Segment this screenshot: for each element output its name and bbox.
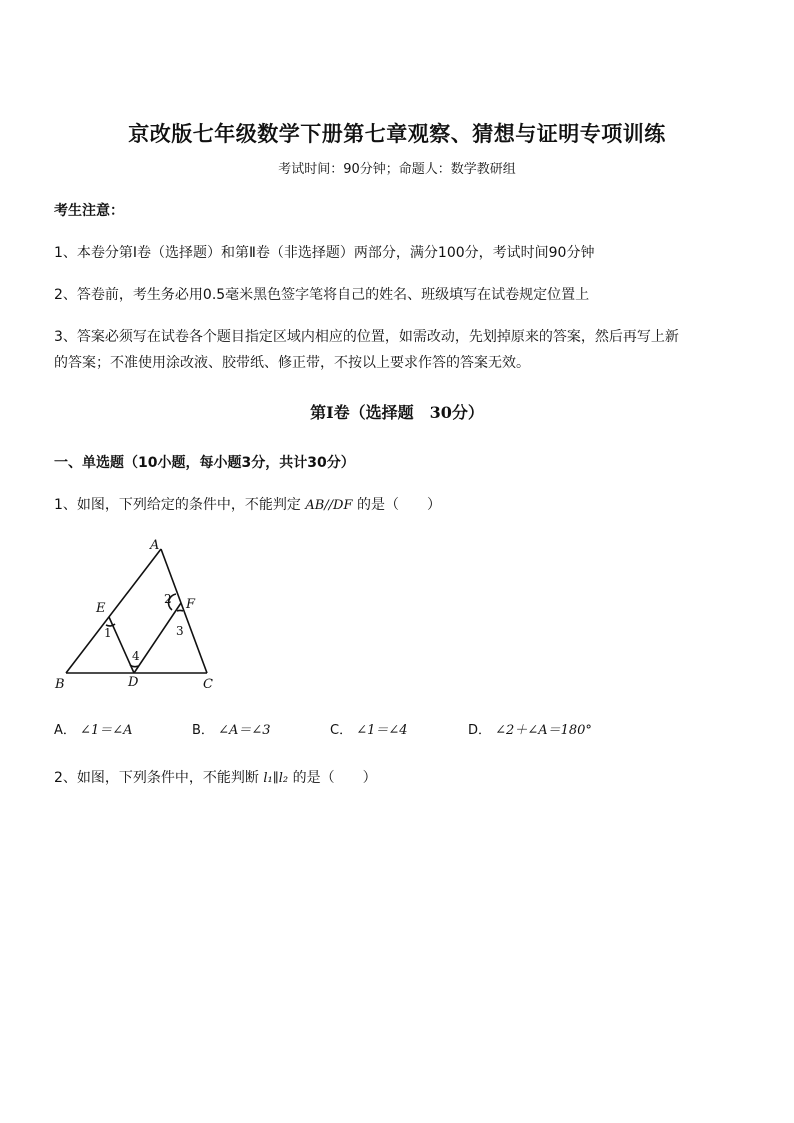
- exam-info: 考试时间：90分钟；命题人：数学教研组: [278, 162, 516, 177]
- notice-item-3-continued: 的答案；不准使用涂改液、胶带纸、修正带，不按以上要求作答的答案无效。: [54, 355, 530, 371]
- question-2: [54, 767, 377, 787]
- option-c-letter: C．: [330, 723, 353, 738]
- label-f: F: [186, 597, 196, 612]
- question-1-prefix: 1、如图，下列给定的条件中，不能判定: [54, 497, 301, 513]
- question-2-prefix: 2、如图，下列条件中，不能判断: [54, 770, 259, 786]
- segment-ac: [161, 549, 207, 673]
- option-d-text: ∠2＋∠A＝180°: [495, 723, 592, 738]
- notice-item-2: 2、答卷前，考生务必用0.5毫米黑色签字笔将自己的姓名、班级填写在试卷规定位置上: [54, 287, 590, 303]
- label-e: E: [96, 601, 106, 616]
- notice-item-3: 3、答案必须写在试卷各个题目指定区域内相应的位置，如需改动，先划掉原来的答案，然后再写上新: [54, 329, 679, 345]
- label-b: B: [55, 677, 65, 692]
- label-angle-2: 2: [164, 592, 172, 606]
- option-a-letter: A．: [54, 723, 76, 738]
- angle-4-arc: [130, 665, 138, 667]
- question-2-suffix: 的是（ ）: [292, 770, 377, 786]
- option-a[interactable]: [54, 719, 133, 738]
- option-b-letter: B．: [192, 723, 214, 738]
- section-title: 第Ⅰ卷（选择题 30分）: [310, 403, 484, 422]
- document-title: 京改版七年级数学下册第七章观察、猜想与证明专项训练: [128, 121, 666, 146]
- question-1: [54, 494, 441, 514]
- angle-3-arc: [177, 610, 183, 611]
- option-d-letter: D．: [468, 723, 492, 738]
- option-c[interactable]: [330, 719, 408, 738]
- triangle-figure: [54, 532, 224, 692]
- option-b-text: ∠A＝∠3: [218, 723, 271, 738]
- label-angle-4: 4: [132, 649, 140, 663]
- option-c-text: ∠1＝∠4: [356, 723, 408, 738]
- part-heading: 一、单选题（10小题，每小题3分，共计30分）: [54, 455, 355, 471]
- label-c: C: [203, 677, 213, 692]
- label-a: A: [150, 538, 160, 553]
- question-2-expression: l₁∥l₂: [263, 771, 289, 786]
- label-angle-3: 3: [176, 624, 184, 638]
- label-angle-1: 1: [104, 626, 112, 640]
- question-1-suffix: 的是（ ）: [356, 497, 441, 513]
- option-b[interactable]: [192, 719, 271, 738]
- notice-item-1: 1、本卷分第Ⅰ卷（选择题）和第Ⅱ卷（非选择题）两部分，满分100分，考试时间90分钟: [54, 245, 595, 261]
- question-1-expression: AB//DF: [305, 498, 353, 513]
- option-d[interactable]: [468, 719, 592, 738]
- notice-heading: 考生注意：: [54, 203, 124, 219]
- segment-df: [134, 603, 181, 673]
- label-d: D: [128, 675, 139, 690]
- option-a-text: ∠1＝∠A: [80, 723, 133, 738]
